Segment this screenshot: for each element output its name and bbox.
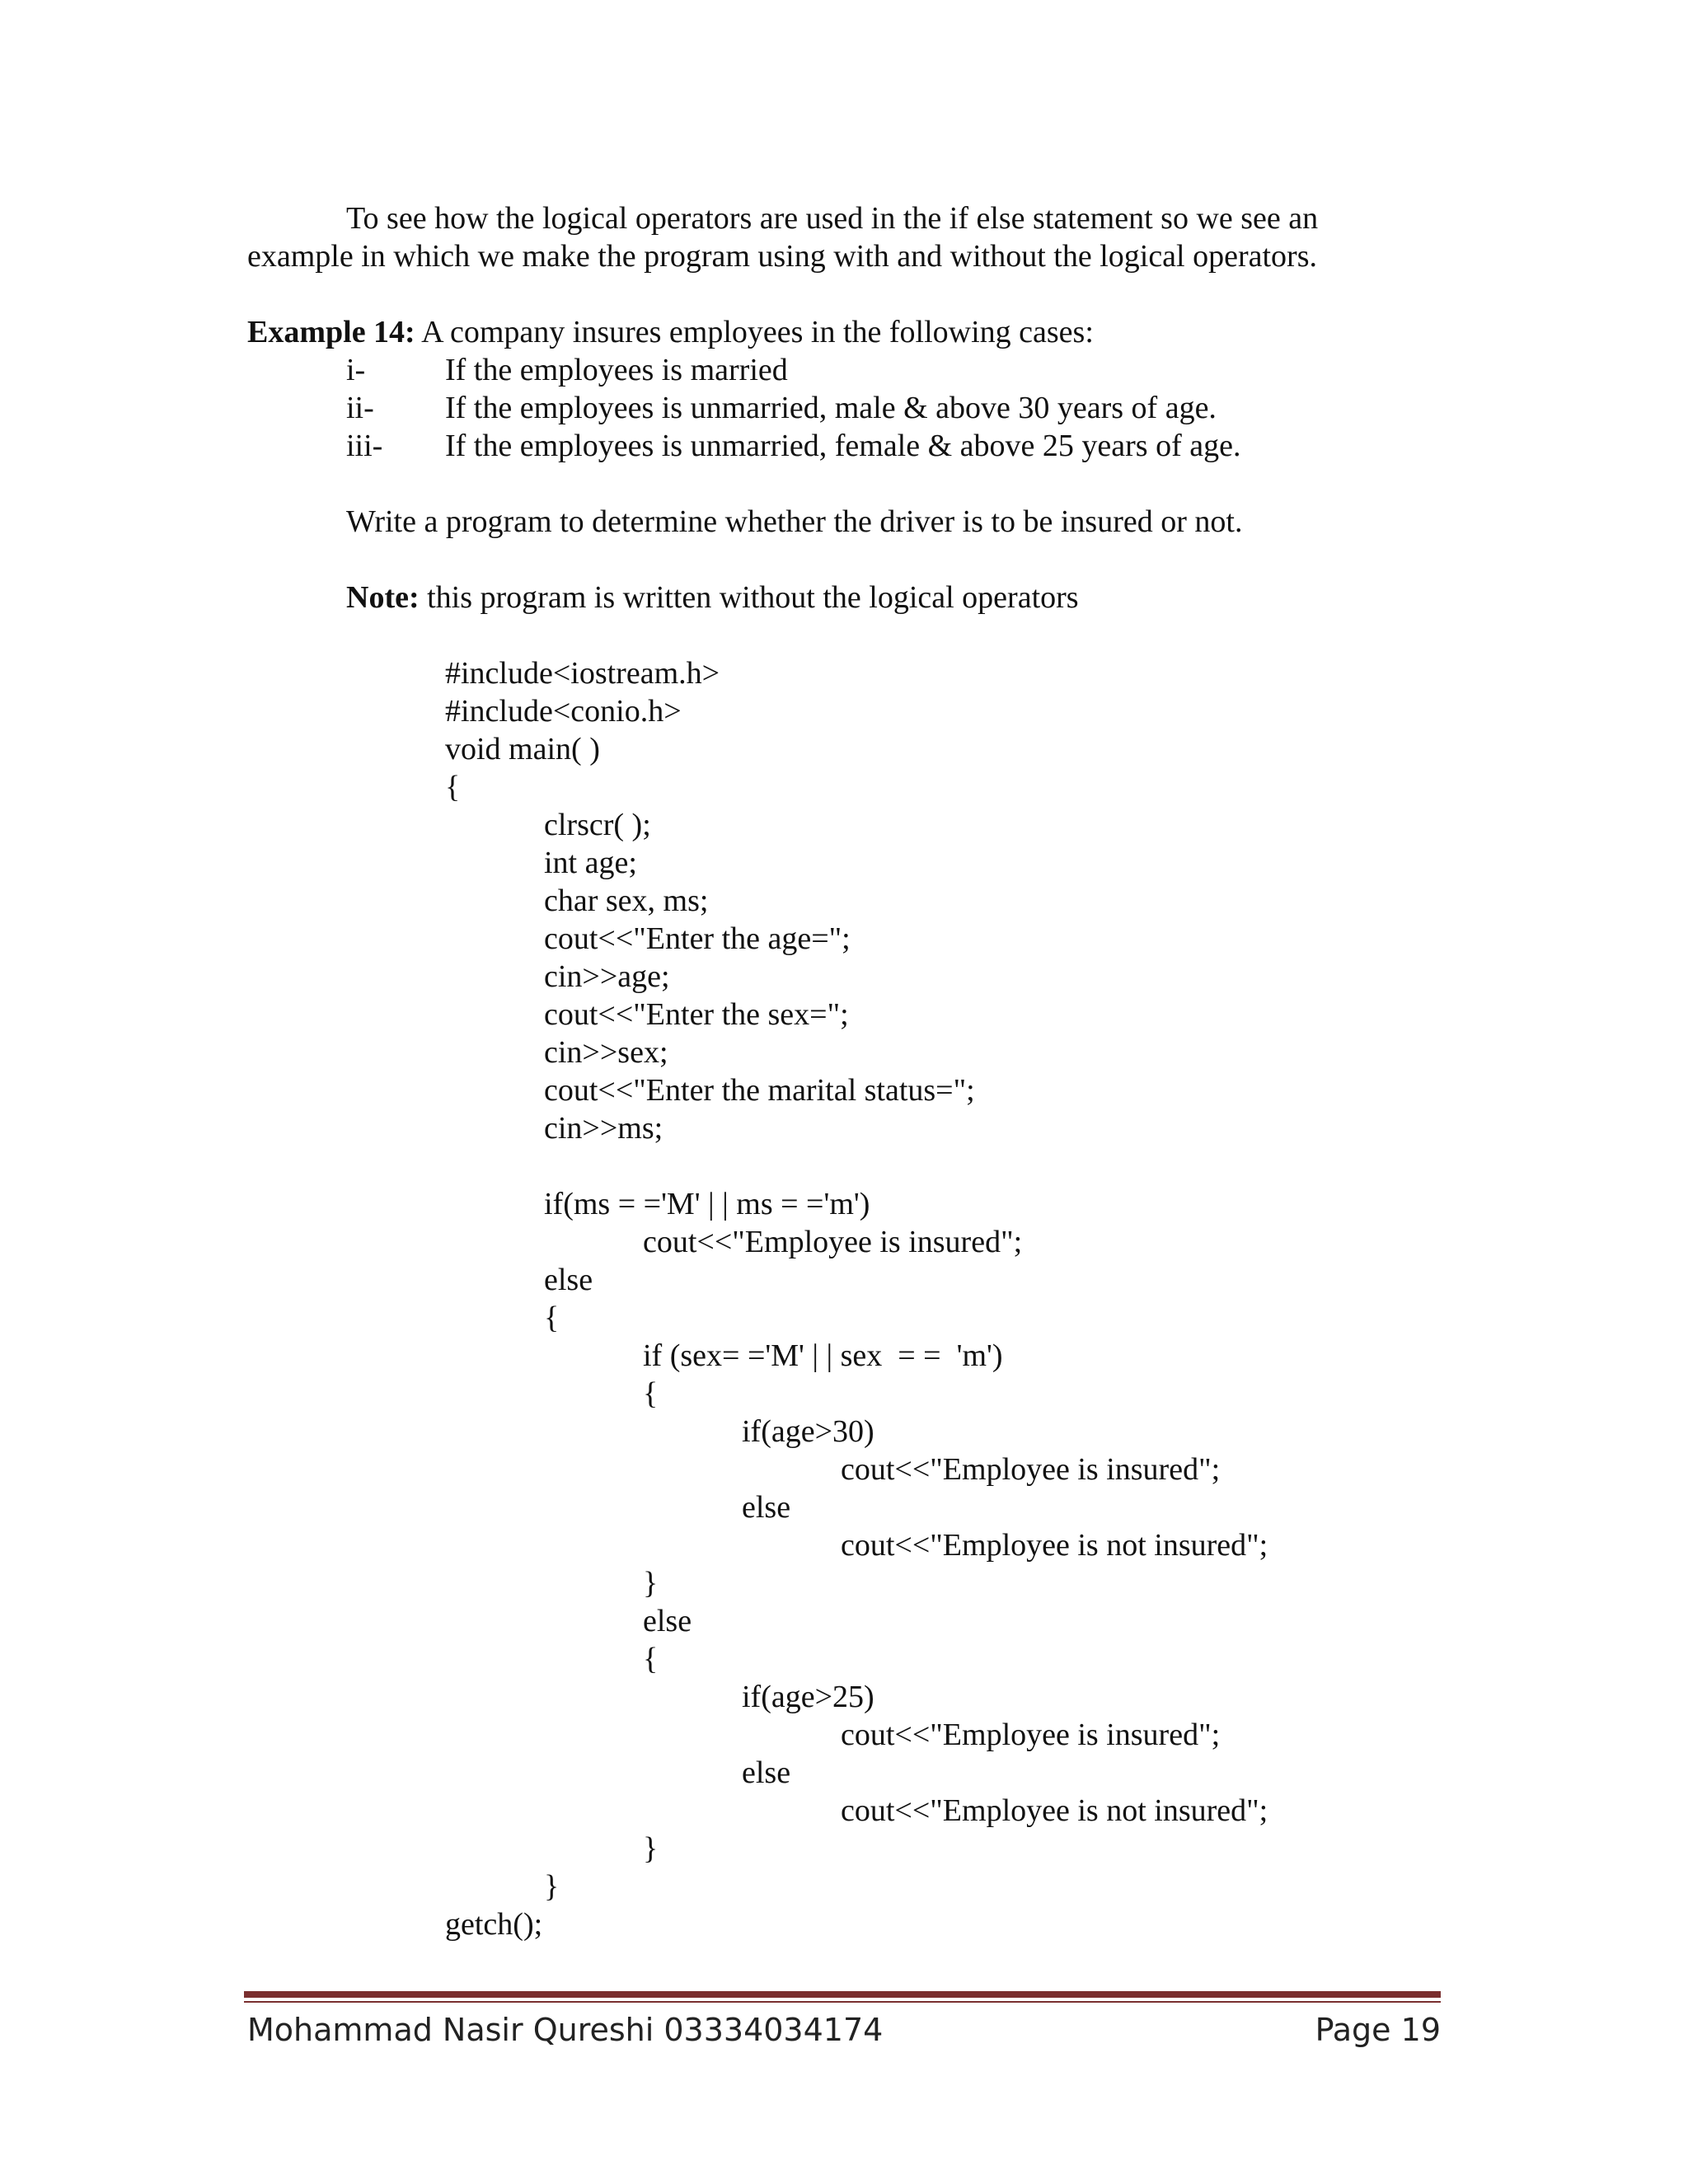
code-line: {	[445, 770, 461, 804]
code-line: {	[643, 1376, 659, 1411]
list-item	[346, 427, 1240, 465]
list-item-number: iii-	[346, 429, 383, 463]
code-line: }	[643, 1831, 659, 1866]
footer-divider	[244, 1991, 1441, 1998]
intro-line-2: example in which we make the program using with and without the logical operators.	[247, 239, 1317, 274]
note-text: this program is written without the logical operators	[419, 580, 1079, 615]
list-item-text: If the employees is unmarried, male & above 30 years of age.	[445, 391, 1217, 425]
code-line: if (sex= ='M' | | sex = = 'm')	[643, 1338, 1003, 1373]
code-line: {	[544, 1301, 560, 1335]
intro-line-1: To see how the logical operators are used in the if else statement so we see an	[346, 201, 1319, 236]
code-line: int age;	[544, 846, 637, 880]
code-line: cout<<"Employee is not insured";	[841, 1528, 1268, 1563]
task-statement: Write a program to determine whether the driver is to be insured or not.	[346, 504, 1243, 539]
code-line: cout<<"Enter the sex=";	[544, 997, 849, 1032]
intro-paragraph	[247, 199, 1385, 275]
example-label: Example 14:	[247, 315, 415, 349]
cases-list	[346, 351, 1240, 465]
code-listing	[445, 654, 1268, 1943]
code-line: else	[742, 1490, 791, 1525]
code-line: else	[544, 1263, 593, 1297]
code-line: if(ms = ='M' | | ms = ='m')	[544, 1187, 870, 1221]
code-line: }	[544, 1869, 560, 1904]
code-line: clrscr( );	[544, 808, 651, 842]
code-line: {	[643, 1642, 659, 1676]
footer-divider-thin	[244, 2001, 1441, 2003]
example-text: A company insures employees in the following cases:	[415, 315, 1094, 349]
code-line: cout<<"Enter the age=";	[544, 921, 851, 956]
page-number: Page 19	[1315, 2012, 1441, 2048]
code-line: getch();	[445, 1907, 543, 1942]
list-item	[346, 351, 1240, 389]
code-blank-line	[445, 1147, 1268, 1185]
list-item-text: If the employees is married	[445, 353, 788, 387]
list-item-number: i-	[346, 353, 366, 387]
example-heading	[247, 313, 1094, 351]
list-item	[346, 389, 1240, 427]
code-line: #include<iostream.h>	[445, 656, 720, 691]
code-line: char sex, ms;	[544, 883, 709, 918]
note-label: Note:	[346, 580, 420, 615]
code-line: cout<<"Enter the marital status=";	[544, 1073, 975, 1108]
note	[346, 579, 1079, 616]
code-line: cout<<"Employee is insured";	[841, 1452, 1221, 1487]
code-line: cin>>sex;	[544, 1035, 668, 1070]
code-line: void main( )	[445, 732, 600, 766]
list-item-number: ii-	[346, 391, 374, 425]
code-line: cout<<"Employee is not insured";	[841, 1793, 1268, 1828]
code-line: cin>>age;	[544, 959, 670, 994]
code-line: if(age>25)	[742, 1680, 874, 1714]
code-line: if(age>30)	[742, 1414, 874, 1449]
list-item-text: If the employees is unmarried, female & above 25 years of age.	[445, 429, 1241, 463]
code-line: else	[643, 1604, 692, 1638]
code-line: else	[742, 1755, 791, 1790]
code-line: }	[643, 1566, 659, 1601]
code-line: cout<<"Employee is insured";	[841, 1718, 1221, 1752]
code-line: cin>>ms;	[544, 1111, 663, 1146]
footer-author: Mohammad Nasir Qureshi 03334034174	[247, 2012, 884, 2048]
code-line: #include<conio.h>	[445, 694, 682, 729]
code-line: cout<<"Employee is insured";	[643, 1225, 1023, 1259]
